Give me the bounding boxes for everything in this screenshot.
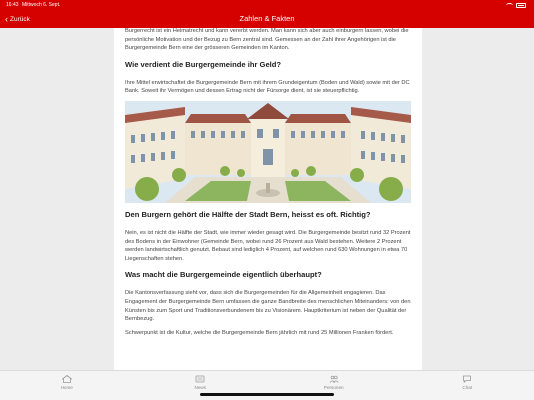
tab-personen-label: Personen (323, 385, 344, 390)
article-content[interactable] (114, 28, 422, 370)
people-icon (329, 375, 339, 383)
back-label: Zurück (10, 15, 30, 23)
status-bar (0, 0, 534, 10)
chat-icon (462, 375, 472, 383)
tab-home-label: Home (60, 385, 73, 390)
chevron-left-icon: ‹ (5, 13, 8, 24)
home-icon (62, 375, 72, 383)
status-date: Mittwoch 6. Sept. (22, 2, 61, 8)
paragraph-half-city: Nein, es ist nicht die Hälfte der Stadt, wie immer wieder gesagt wird. Die Burgergemeinde besitzt rund 32 Prozent des Bodens in der Einwohner (Gemeinde Bern, wobei rund 26 Prozent aus Wald bestehen. Weitere 2 Prozent werden landwirtschaftlich genutzt. Bebaut sind lediglich 4 Prozent, auf welchen rund 630 Wohnungen in etwa 70 Liegenschaften stehen. (125, 229, 411, 262)
battery-icon (516, 3, 526, 8)
tab-chat-label: Chat (462, 385, 473, 390)
paragraph-purpose: Die Kantonsverfassung sieht vor, dass sich die Burgergemeinden für die Allgemeinheit engagieren. Das Engagement der Burgergemeinde Bern umfassen die ganze Bandbreite des menschlichen Miteinanders: von den Künsten bis zum Sport und Traditionsverbundenem bis zu Visionärem. Hauptkriterium ist neben der Qualität der Bernbezug. (125, 290, 411, 323)
paragraph-income: Ihre Mittel erwirtschaftet die Burgergemeinde Bern mit ihrem Grundeigentum (Boden und Wald) sowie mit der DC Bank. Soweit ihr Vermögen und dessen Ertrag nicht der Fürsorge dient, ist sie steuerpflichtig. (125, 79, 410, 95)
navigation-bar (0, 10, 534, 28)
home-indicator (200, 393, 334, 396)
wifi-icon (506, 3, 513, 8)
tab-home[interactable] (0, 371, 134, 400)
heading-half-city: Den Burgern gehört die Hälfte der Stadt Bern, heisst es oft. Richtig? (125, 209, 371, 219)
tab-chat[interactable] (401, 371, 534, 400)
heading-income: Wie verdient die Burgergemeinde ihr Geld? (125, 59, 282, 69)
paragraph-culture: Schwerpunkt ist die Kultur, welche die Burgergemeinde Bern jährlich mit rund 25 Millionen Franken fördert. (125, 329, 394, 336)
page-title: Zahlen & Fakten (239, 14, 295, 23)
heading-purpose: Was macht die Burgergemeinde eigentlich überhaupt? (125, 270, 322, 280)
article-intro: Burgerrecht ist ein Heimatrecht und kann vererbt werden. Man kann sich aber auch einburgern lassen, wobei die persönliche Motivation und der Bezug zu Bern zentral sind. Gemessen an der Zahl ihrer Angehörigen ist die Burgergemeinde Bern eine der grösseren Gemeinden im Kanton. (125, 28, 409, 52)
building-illustration (125, 101, 411, 203)
tab-news-label: News (194, 385, 206, 390)
news-icon (195, 375, 205, 383)
status-time: 16:43 (6, 2, 19, 8)
